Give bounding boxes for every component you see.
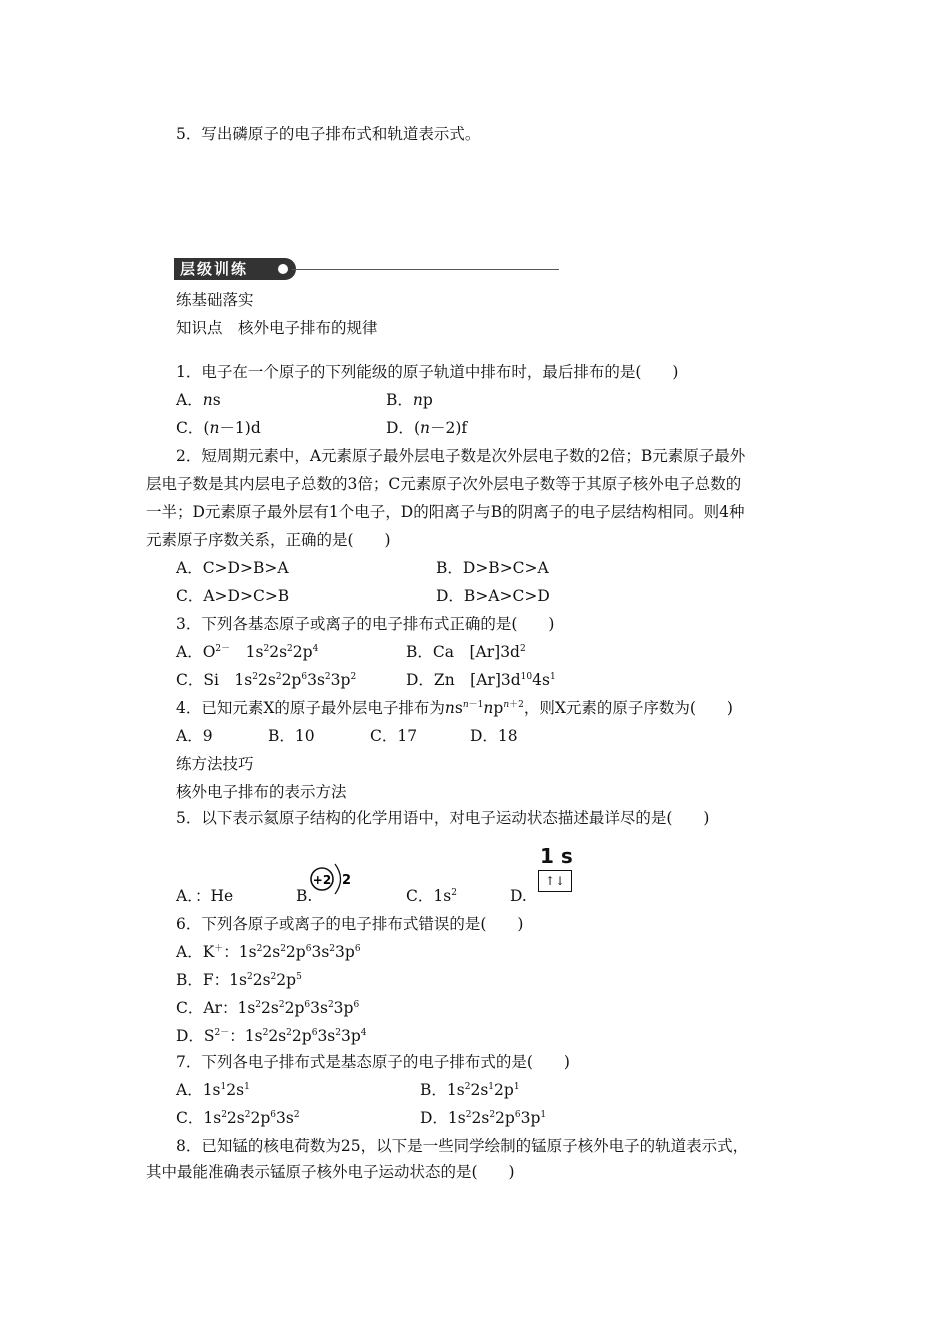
- q6-option-c: C．Ar：$1s^22s^22p^63s^23p^6$: [176, 999, 360, 1017]
- q1-option-d: D．(n－2)f: [386, 419, 468, 437]
- q3-option-c: C．Si $1s^22s^22p^63s^23p^2$: [176, 671, 357, 689]
- q3-option-a: A．$O^{2-}$ $1s^22s^22p^4$: [176, 643, 319, 661]
- q7-stem: 7．下列各电子排布式是基态原子的电子排布式的是( ): [176, 1053, 570, 1071]
- q2-option-d: D．B>A>C>D: [436, 587, 550, 605]
- knowledge-point: 知识点 核外电子排布的规律: [176, 319, 378, 337]
- q4-option-a: A．9: [176, 727, 213, 745]
- question-5-phosphorus: 5．写出磷原子的电子排布式和轨道表示式。: [176, 125, 481, 143]
- q4-option-b: B．10: [268, 727, 315, 745]
- method-heading: 核外电子排布的表示方法: [176, 783, 347, 801]
- banner-label: 层级训练: [174, 258, 296, 280]
- q1-stem: 1．电子在一个原子的下列能级的原子轨道中排布时，最后排布的是( ): [176, 363, 679, 381]
- q4-option-d: D．18: [470, 727, 518, 745]
- nucleus-charge: +2: [312, 873, 332, 887]
- q7-option-d: D．$1s^22s^22p^63p^1$: [420, 1109, 547, 1127]
- q2-option-a: A．C>D>B>A: [176, 559, 289, 577]
- q5-option-c: C．$1s^2$: [406, 887, 457, 905]
- q5-stem: 5．以下表示氦原子结构的化学用语中，对电子运动状态描述最详尽的是( ): [176, 809, 710, 827]
- q2-option-c: C．A>D>C>B: [176, 587, 290, 605]
- q2-option-b: B．D>B>C>A: [436, 559, 549, 577]
- q7-option-c: C．$1s^22s^22p^63s^2$: [176, 1109, 300, 1127]
- section-methods: 练方法技巧: [176, 755, 254, 773]
- q2-line-1: 2．短周期元素中，A元素原子最外层电子数是次外层电子数的2倍；B元素原子最外: [176, 447, 746, 465]
- q3-stem: 3．下列各基态原子或离子的电子排布式正确的是( ): [176, 615, 555, 633]
- atom-structure-diagram: [308, 858, 354, 900]
- q6-option-a: A．K＋：$1s^22s^22p^63s^23p^6$: [176, 943, 361, 961]
- q6-stem: 6．下列各原子或离子的电子排布式错误的是( ): [176, 915, 524, 933]
- q4-stem: 4．已知元素X的原子最外层电子排布为$ns^{n-1}np^{n+2}$，则X元素的原子序数为( ): [176, 699, 733, 717]
- bullet-icon: [278, 264, 288, 274]
- q3-option-b: B．Ca $[Ar]3d^2$: [406, 643, 526, 661]
- q3-option-d: D．Zn $[Ar]3d^{10}4s^1$: [406, 671, 556, 689]
- q2-line-2: 层电子数是其内层电子总数的3倍；C元素原子次外层电子数等于其原子核外电子总数的: [146, 475, 742, 493]
- q5-option-d: D.: [510, 887, 527, 905]
- q1-option-b: B．np: [386, 391, 433, 409]
- q7-option-a: A．$1s^12s^1$: [176, 1081, 250, 1099]
- q2-line-3: 一半；D元素原子最外层有1个电子，D的阳离子与B的阴离子的电子层结构相同。则4种: [146, 503, 745, 521]
- q1-option-a: A．ns: [176, 391, 221, 409]
- q6-option-d: D．$S^{2-}$：$1s^22s^22p^63s^23p^4$: [176, 1027, 367, 1045]
- q8-line-2: 其中最能准确表示锰原子核外电子运动状态的是( ): [146, 1163, 515, 1181]
- q8-line-1: 8．已知锰的核电荷数为25，以下是一些同学绘制的锰原子核外电子的轨道表示式，: [176, 1137, 749, 1155]
- q7-option-b: B．$1s^22s^12p^1$: [420, 1081, 520, 1099]
- divider: [292, 269, 559, 270]
- q5-option-b: B.: [296, 887, 313, 905]
- section-banner: [174, 258, 559, 280]
- orbital-label: 1 s: [540, 844, 573, 868]
- q2-line-4: 元素原子序数关系，正确的是( ): [146, 531, 391, 549]
- q5-option-a: A．：He: [176, 887, 234, 905]
- q6-option-b: B．F：$1s^22s^22p^5$: [176, 971, 302, 989]
- shell-electrons: 2: [342, 873, 352, 888]
- section-basic: 练基础落实: [176, 291, 254, 309]
- q1-option-c: C．(n－1)d: [176, 419, 261, 437]
- q4-option-c: C．17: [370, 727, 418, 745]
- orbital-box: ↑↓: [538, 870, 572, 892]
